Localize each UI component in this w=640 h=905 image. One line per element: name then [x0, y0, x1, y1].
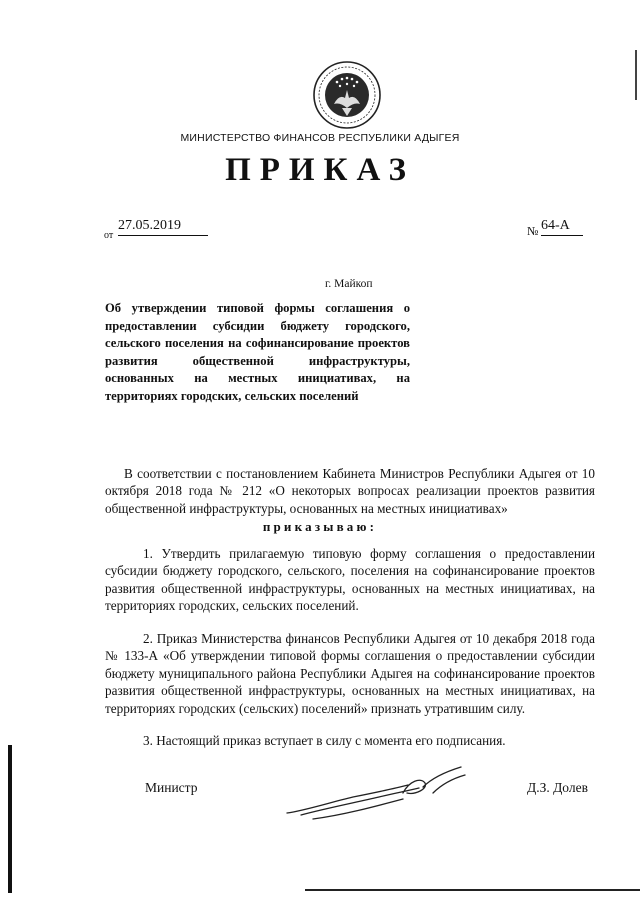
order-item-3: 3. Настоящий приказ вступает в силу с момента его подписания.	[143, 733, 506, 748]
scan-edge-mark	[8, 745, 12, 893]
signer-name: Д.З. Долев	[527, 780, 588, 795]
order-word: приказываю:	[262, 519, 378, 534]
date-prefix: от	[104, 230, 114, 241]
order-date: 27.05.2019	[118, 218, 208, 236]
number-prefix: №	[527, 224, 539, 238]
coat-of-arms-icon	[312, 60, 382, 130]
city: г. Майкоп	[325, 278, 373, 290]
scan-edge-mark	[635, 50, 637, 100]
ministry-name: МИНИСТЕРСТВО ФИНАНСОВ РЕСПУБЛИКИ АДЫГЕЯ	[180, 132, 460, 144]
order-subject: Об утверждении типовой формы соглашения о предоставлении субсидии бюджету городского, сельского поселения на софинансирование проектов развития общественной инфраструктуры, основанных на местных инициативах, на территориях городских, сельских поселений	[105, 301, 410, 403]
order-item-2: 2. Приказ Министерства финансов Республики Адыгея от 10 декабря 2018 года № 133-А «Об утверждении типовой формы соглашения о предоставлении субсидии бюджету муниципального района Республики Адыгея на софинансирование проектов развития общественной инфраструктуры, основанных на местных инициативах, на территориях городских (сельских) поселений» признать утратившим силу.	[105, 631, 595, 716]
preamble-paragraph: В соответствии с постановлением Кабинета Министров Республики Адыгея от 10 октября 2018 года № 212 «О некоторых вопросах реализации проектов развития общественной инфраструктуры, основанных на местных инициативах»	[105, 466, 595, 516]
signer-position: Министр	[145, 780, 198, 795]
order-number: 64-А	[541, 218, 583, 236]
scan-edge-line	[305, 889, 640, 891]
signature-icon	[283, 763, 473, 825]
document-title: ПРИКАЗ	[225, 152, 415, 188]
order-item-1: 1. Утвердить прилагаемую типовую форму соглашения о предоставлении субсидии бюджету городского, сельского, поселения на софинансирование проектов развития общественной инфраструктуры, основанных на местных инициативах, на территориях городских, сельских поселений.	[105, 546, 595, 614]
